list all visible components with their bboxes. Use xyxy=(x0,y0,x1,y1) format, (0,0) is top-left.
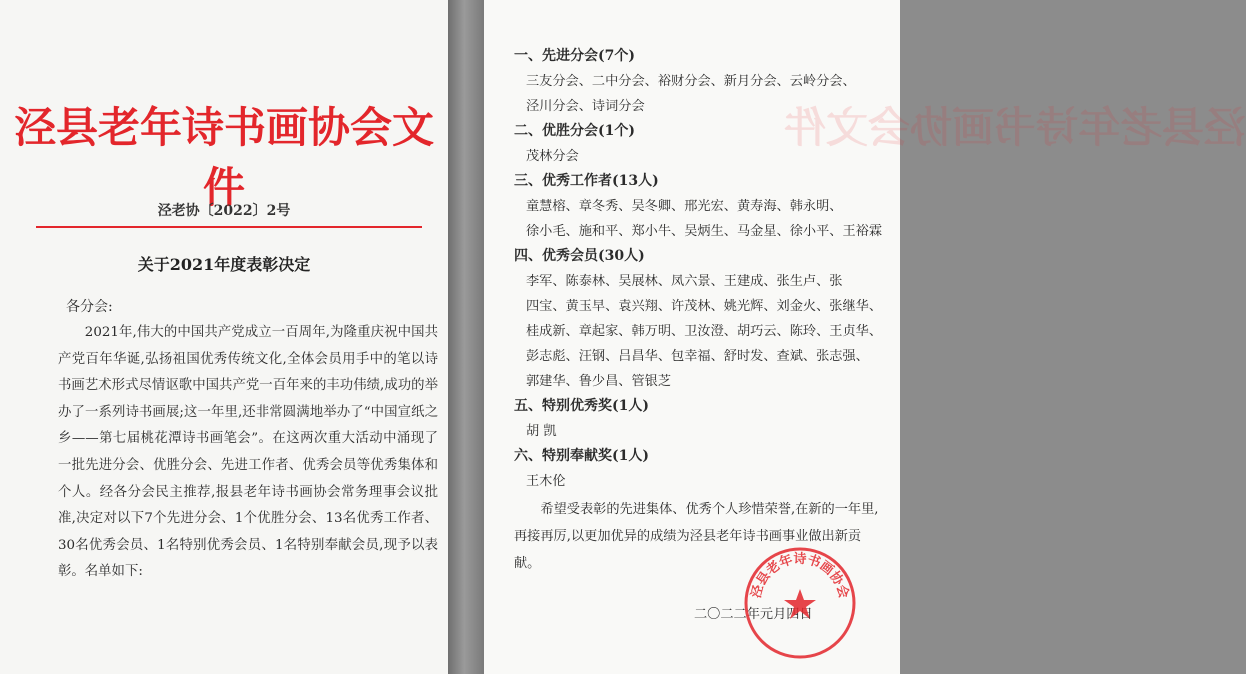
red-rule-divider xyxy=(36,226,422,228)
section-heading: 五、特别优秀奖(1人) xyxy=(514,398,649,414)
section-line: 王木伦 xyxy=(526,474,566,489)
section-heading: 六、特别奉献奖(1人) xyxy=(514,448,649,464)
section-line: 茂林分会 xyxy=(526,149,579,164)
issue-date: 二〇二二年元月四日 xyxy=(694,607,813,622)
section-line: 彭志彪、汪钢、吕昌华、包幸福、舒时发、查斌、张志强、 xyxy=(526,349,869,364)
seal-text: 泾县老年诗书画协会 xyxy=(749,552,851,600)
section-line: 胡 凯 xyxy=(526,424,557,439)
section-line: 徐小毛、施和平、郑小牛、吴炳生、马金星、徐小平、王裕霖 xyxy=(526,224,883,239)
closing-paragraph: 希望受表彰的先进集体、优秀个人珍惜荣誉,在新的一年里,再接再厉,以更加优异的成绩为泾县老年诗书画事业做出新贡献。 xyxy=(514,502,879,571)
document-title: 泾县老年诗书画协会文件 xyxy=(13,103,434,212)
document-subject: 关于2021年度表彰决定 xyxy=(137,255,311,274)
page-gutter xyxy=(448,0,484,674)
section-line: 李军、陈泰林、吴展林、凤六景、王建成、张生卢、张 xyxy=(526,274,843,289)
document-number: 泾老协〔2022〕2号 xyxy=(157,203,291,219)
award-list xyxy=(514,44,886,577)
section-line: 三友分会、二中分会、裕财分会、新月分会、云岭分会、 xyxy=(526,74,856,89)
body-paragraph-block xyxy=(58,320,438,586)
right-page xyxy=(484,0,1246,674)
salutation: 各分会: xyxy=(66,299,113,315)
section-line: 四宝、黄玉早、袁兴翔、许茂林、姚光辉、刘金火、张继华、 xyxy=(526,299,883,314)
section-heading: 一、先进分会(7个) xyxy=(514,48,635,64)
section-line: 泾川分会、诗词分会 xyxy=(526,99,645,114)
section-line: 童慧榕、章冬秀、吴冬卿、邢光宏、黄寿海、韩永明、 xyxy=(526,199,843,214)
seal-star-icon xyxy=(784,589,816,619)
section-line: 郭建华、鲁少昌、管银芝 xyxy=(526,374,672,389)
section-heading: 四、优秀会员(30人) xyxy=(514,248,645,264)
section-line: 桂成新、章起家、韩万明、卫汝澄、胡巧云、陈玲、王贞华、 xyxy=(526,324,883,339)
bleed-through-title: 泾县老年诗书画协会文件 xyxy=(784,103,1246,152)
body-paragraph: 2021年,伟大的中国共产党成立一百周年,为隆重庆祝中国共产党百年华诞,弘扬祖国优秀传统文化,全体会员用手中的笔以诗书画艺术形式尽情讴歌中国共产党一百年来的丰功伟绩,成功的举办了一系列诗书画展;这一年里,还非常圆满地举办了“中国宣纸之乡——第七届桃花潭诗书画笔会”。在这两次重大活动中涌现了一批先进分会、优胜分会、先进工作者、优秀会员等优秀集体和个人。经各分会民主推荐,报县老年诗书画协会常务理事会议批准,决定对以下7个先进分会、1个优胜分会、13名优秀工作者、30名优秀会员、1名特别优秀会员、1名特别奉献会员,现予以表彰。名单如下: xyxy=(58,325,438,580)
official-seal-icon xyxy=(742,545,858,661)
section-heading: 三、优秀工作者(13人) xyxy=(514,173,659,189)
left-page xyxy=(0,0,448,674)
section-heading: 二、优胜分会(1个) xyxy=(514,123,635,139)
